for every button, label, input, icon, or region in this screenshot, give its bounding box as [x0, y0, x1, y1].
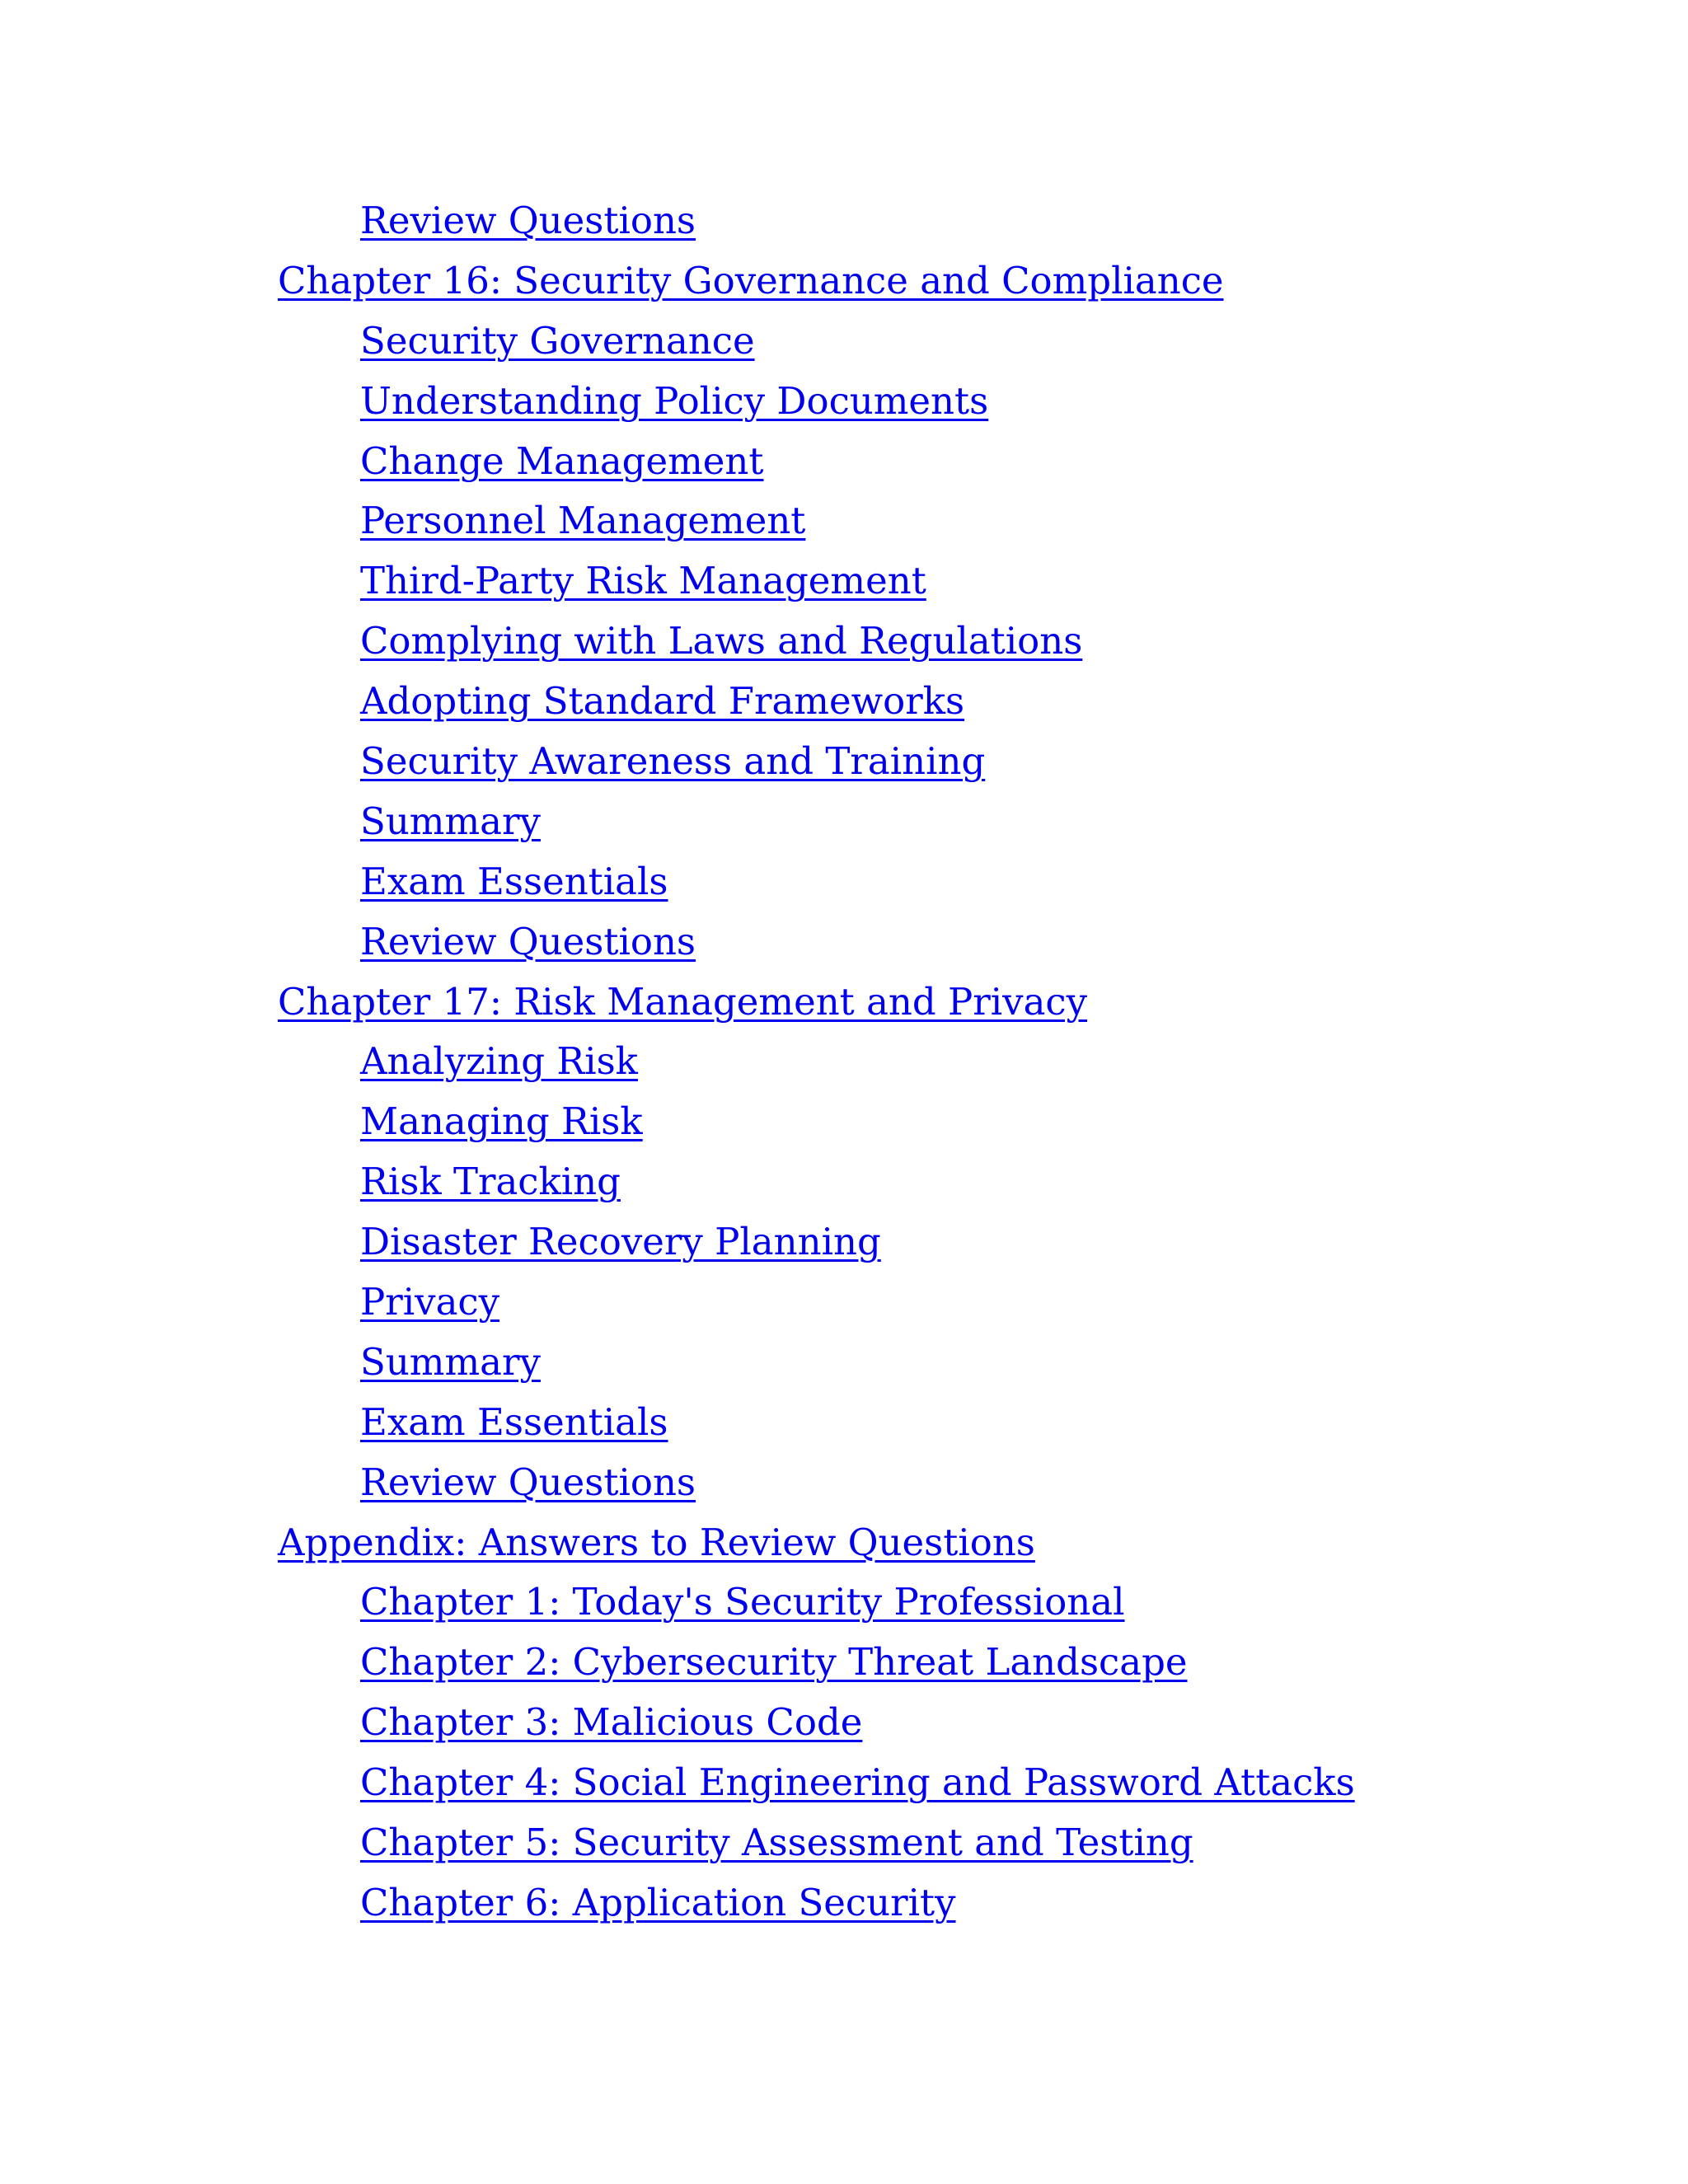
toc-section-entry	[0, 191, 1688, 251]
toc-section-entry	[0, 432, 1688, 492]
chapter-link[interactable]: Chapter 17: Risk Management and Privacy	[278, 979, 1088, 1024]
toc-section-entry	[0, 1032, 1688, 1092]
section-link[interactable]: Review Questions	[360, 1460, 696, 1504]
toc-section-entry	[0, 1453, 1688, 1513]
section-link[interactable]: Chapter 3: Malicious Code	[360, 1700, 863, 1745]
toc-section-entry	[0, 1272, 1688, 1333]
table-of-contents	[0, 191, 1688, 1933]
section-link[interactable]: Managing Risk	[360, 1099, 643, 1144]
section-link[interactable]: Exam Essentials	[360, 1399, 668, 1444]
section-link[interactable]: Chapter 1: Today's Security Professional	[360, 1580, 1125, 1624]
section-link[interactable]: Review Questions	[360, 199, 696, 242]
chapter-link[interactable]: Chapter 16: Security Governance and Compliance	[278, 258, 1224, 302]
section-link[interactable]: Security Awareness and Training	[360, 739, 986, 784]
section-link[interactable]: Change Management	[360, 438, 764, 483]
section-link[interactable]: Privacy	[360, 1280, 500, 1324]
toc-chapter-entry	[0, 251, 1688, 312]
section-link[interactable]: Complying with Laws and Regulations	[360, 619, 1083, 663]
section-link[interactable]: Summary	[360, 799, 541, 843]
toc-section-entry	[0, 1693, 1688, 1753]
section-link[interactable]: Summary	[360, 1339, 541, 1384]
toc-section-entry	[0, 1393, 1688, 1453]
section-link[interactable]: Personnel Management	[360, 499, 806, 543]
toc-section-entry	[0, 1152, 1688, 1212]
toc-section-entry	[0, 1333, 1688, 1393]
toc-section-entry	[0, 792, 1688, 852]
section-link[interactable]: Analyzing Risk	[360, 1039, 638, 1084]
section-link[interactable]: Risk Tracking	[360, 1160, 621, 1204]
section-link[interactable]: Chapter 2: Cybersecurity Threat Landscape	[360, 1640, 1188, 1685]
toc-section-entry	[0, 1212, 1688, 1272]
toc-section-entry	[0, 732, 1688, 792]
section-link[interactable]: Chapter 6: Application Security	[360, 1880, 956, 1924]
section-link[interactable]: Review Questions	[360, 919, 696, 963]
toc-section-entry	[0, 1813, 1688, 1873]
section-link[interactable]: Understanding Policy Documents	[360, 378, 989, 423]
toc-chapter-entry	[0, 972, 1688, 1033]
toc-section-entry	[0, 612, 1688, 672]
section-link[interactable]: Exam Essentials	[360, 859, 668, 903]
toc-section-entry	[0, 1633, 1688, 1693]
toc-section-entry	[0, 672, 1688, 732]
toc-section-entry	[0, 912, 1688, 972]
section-link[interactable]: Adopting Standard Frameworks	[360, 679, 965, 724]
toc-section-entry	[0, 1873, 1688, 1933]
section-link[interactable]: Chapter 4: Social Engineering and Password Attacks	[360, 1760, 1355, 1805]
toc-section-entry	[0, 852, 1688, 912]
section-link[interactable]: Third-Party Risk Management	[360, 559, 926, 603]
section-link[interactable]: Chapter 5: Security Assessment and Testing	[360, 1821, 1193, 1865]
section-link[interactable]: Disaster Recovery Planning	[360, 1220, 881, 1264]
section-link[interactable]: Security Governance	[360, 318, 755, 363]
toc-section-entry	[0, 551, 1688, 612]
toc-section-entry	[0, 312, 1688, 372]
chapter-link[interactable]: Appendix: Answers to Review Questions	[278, 1520, 1035, 1564]
toc-chapter-entry	[0, 1513, 1688, 1573]
toc-section-entry	[0, 1753, 1688, 1813]
toc-section-entry	[0, 1572, 1688, 1633]
toc-section-entry	[0, 491, 1688, 551]
toc-section-entry	[0, 372, 1688, 432]
toc-section-entry	[0, 1092, 1688, 1152]
